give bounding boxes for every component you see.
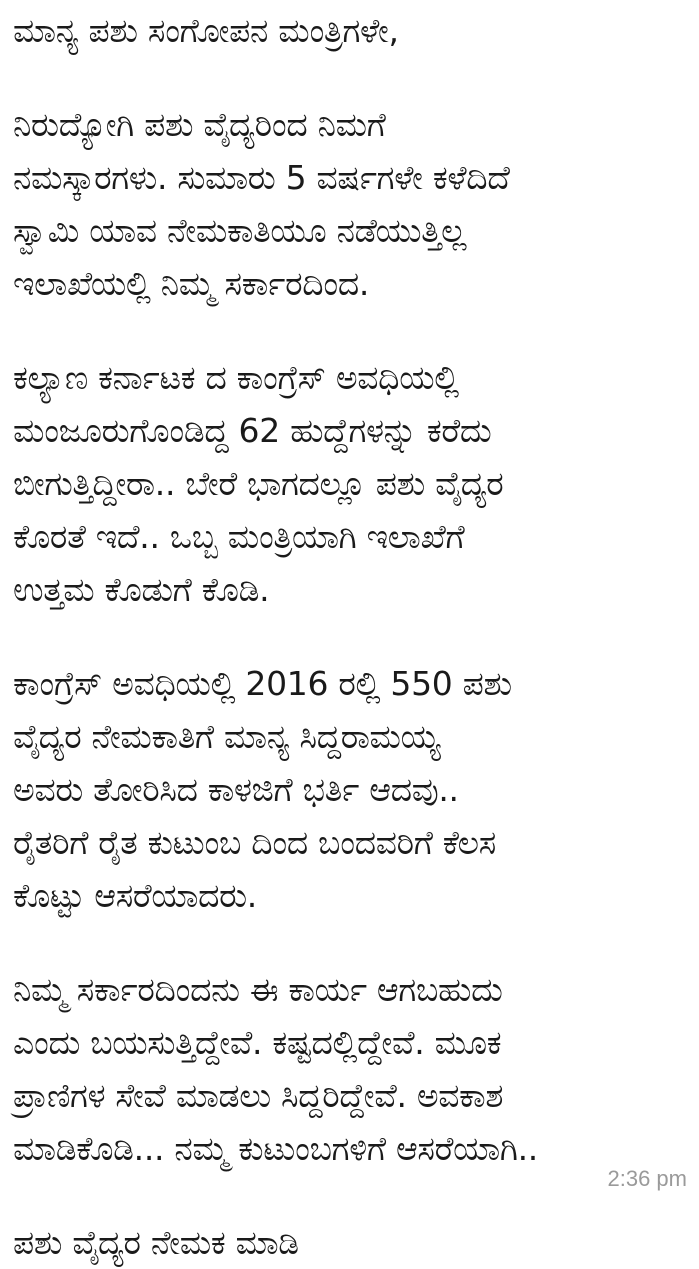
- message-line: ಉತ್ತಮ ಕೊಡುಗೆ ಕೊಡಿ.: [13, 570, 270, 609]
- message-paragraph: [13, 351, 689, 616]
- message-line: ನಿರುದ್ಯೋಗಿ ಪಶು ವೈದ್ಯರಿಂದ ನಿಮಗೆ: [13, 105, 386, 144]
- message-timestamp: 2:36 pm: [607, 1166, 687, 1191]
- message-text: [13, 4, 689, 1269]
- message-line: ಬೀಗುತ್ತಿದ್ದೀರಾ.. ಬೇರೆ ಭಾಗದಲ್ಲೂ ಪಶು ವೈದ್ಯರ: [13, 464, 504, 503]
- message-line: ಪಶು ವೈದ್ಯರ ನೇಮಕ ಮಾಡಿ: [13, 1223, 299, 1262]
- message-line: ಮಾಡಿಕೊಡಿ... ನಮ್ಮ ಕುಟುಂಬಗಳಿಗೆ ಆಸರೆಯಾಗಿ..: [13, 1129, 538, 1168]
- message-line: ಪ್ರಾಣಿಗಳ ಸೇವೆ ಮಾಡಲು ಸಿದ್ದರಿದ್ದೇವೆ. ಅವಕಾಶ: [13, 1076, 504, 1115]
- message-line: ರೈತರಿಗೆ ರೈತ ಕುಟುಂಬ ದಿಂದ ಬಂದವರಿಗೆ ಕೆಲಸ: [13, 823, 496, 862]
- message-paragraph: [13, 4, 689, 57]
- message-paragraph: [13, 657, 689, 922]
- message-paragraph: [13, 963, 689, 1175]
- message-line: ಇಲಾಖೆಯಲ್ಲಿ ನಿಮ್ಮ ಸರ್ಕಾರದಿಂದ.: [13, 264, 370, 303]
- message-line: ಮಂಜೂರುಗೊಂಡಿದ್ದ 62 ಹುದ್ದೆಗಳನ್ನು ಕರೆದು: [13, 411, 492, 450]
- message-line: ಸ್ವಾಮಿ ಯಾವ ನೇಮಕಾತಿಯೂ ನಡೆಯುತ್ತಿಲ್ಲ: [13, 211, 467, 250]
- message-paragraph: [13, 98, 689, 310]
- message-line: ನಮಸ್ಕಾರಗಳು. ಸುಮಾರು 5 ವರ್ಷಗಳೇ ಕಳೆದಿದೆ: [13, 158, 510, 197]
- message-line: ಎಂದು ಬಯಸುತ್ತಿದ್ದೇವೆ. ಕಷ್ಟದಲ್ಲಿದ್ದೇವೆ. ಮೂಕ: [13, 1023, 502, 1062]
- message-line: ಅವರು ತೋರಿಸಿದ ಕಾಳಜಿಗೆ ಭರ್ತಿ ಆದವು..: [13, 770, 459, 809]
- message-line: ಕೊರತೆ ಇದೆ.. ಒಬ್ಬ ಮಂತ್ರಿಯಾಗಿ ಇಲಾಖೆಗೆ: [13, 517, 465, 556]
- message-line: ಕೊಟ್ಟು ಆಸರೆಯಾದರು.: [13, 876, 257, 915]
- message-line: ಕಾಂಗ್ರೆಸ್ ಅವಧಿಯಲ್ಲಿ 2016 ರಲ್ಲಿ 550 ಪಶು: [13, 664, 512, 703]
- message-line: ವೈದ್ಯರ ನೇಮಕಾತಿಗೆ ಮಾನ್ಯ ಸಿದ್ದರಾಮಯ್ಯ: [13, 717, 441, 756]
- message-line: ಮಾನ್ಯ ಪಶು ಸಂಗೋಪನ ಮಂತ್ರಿಗಳೇ,: [13, 11, 399, 50]
- message-paragraph: [13, 1216, 689, 1269]
- message-line: ಕಲ್ಯಾಣ ಕರ್ನಾಟಕ ದ ಕಾಂಗ್ರೆಸ್ ಅವಧಿಯಲ್ಲಿ: [13, 358, 459, 397]
- message-line: ನಿಮ್ಮ ಸರ್ಕಾರದಿಂದನು ಈ ಕಾರ್ಯ ಆಗಬಹುದು: [13, 970, 503, 1009]
